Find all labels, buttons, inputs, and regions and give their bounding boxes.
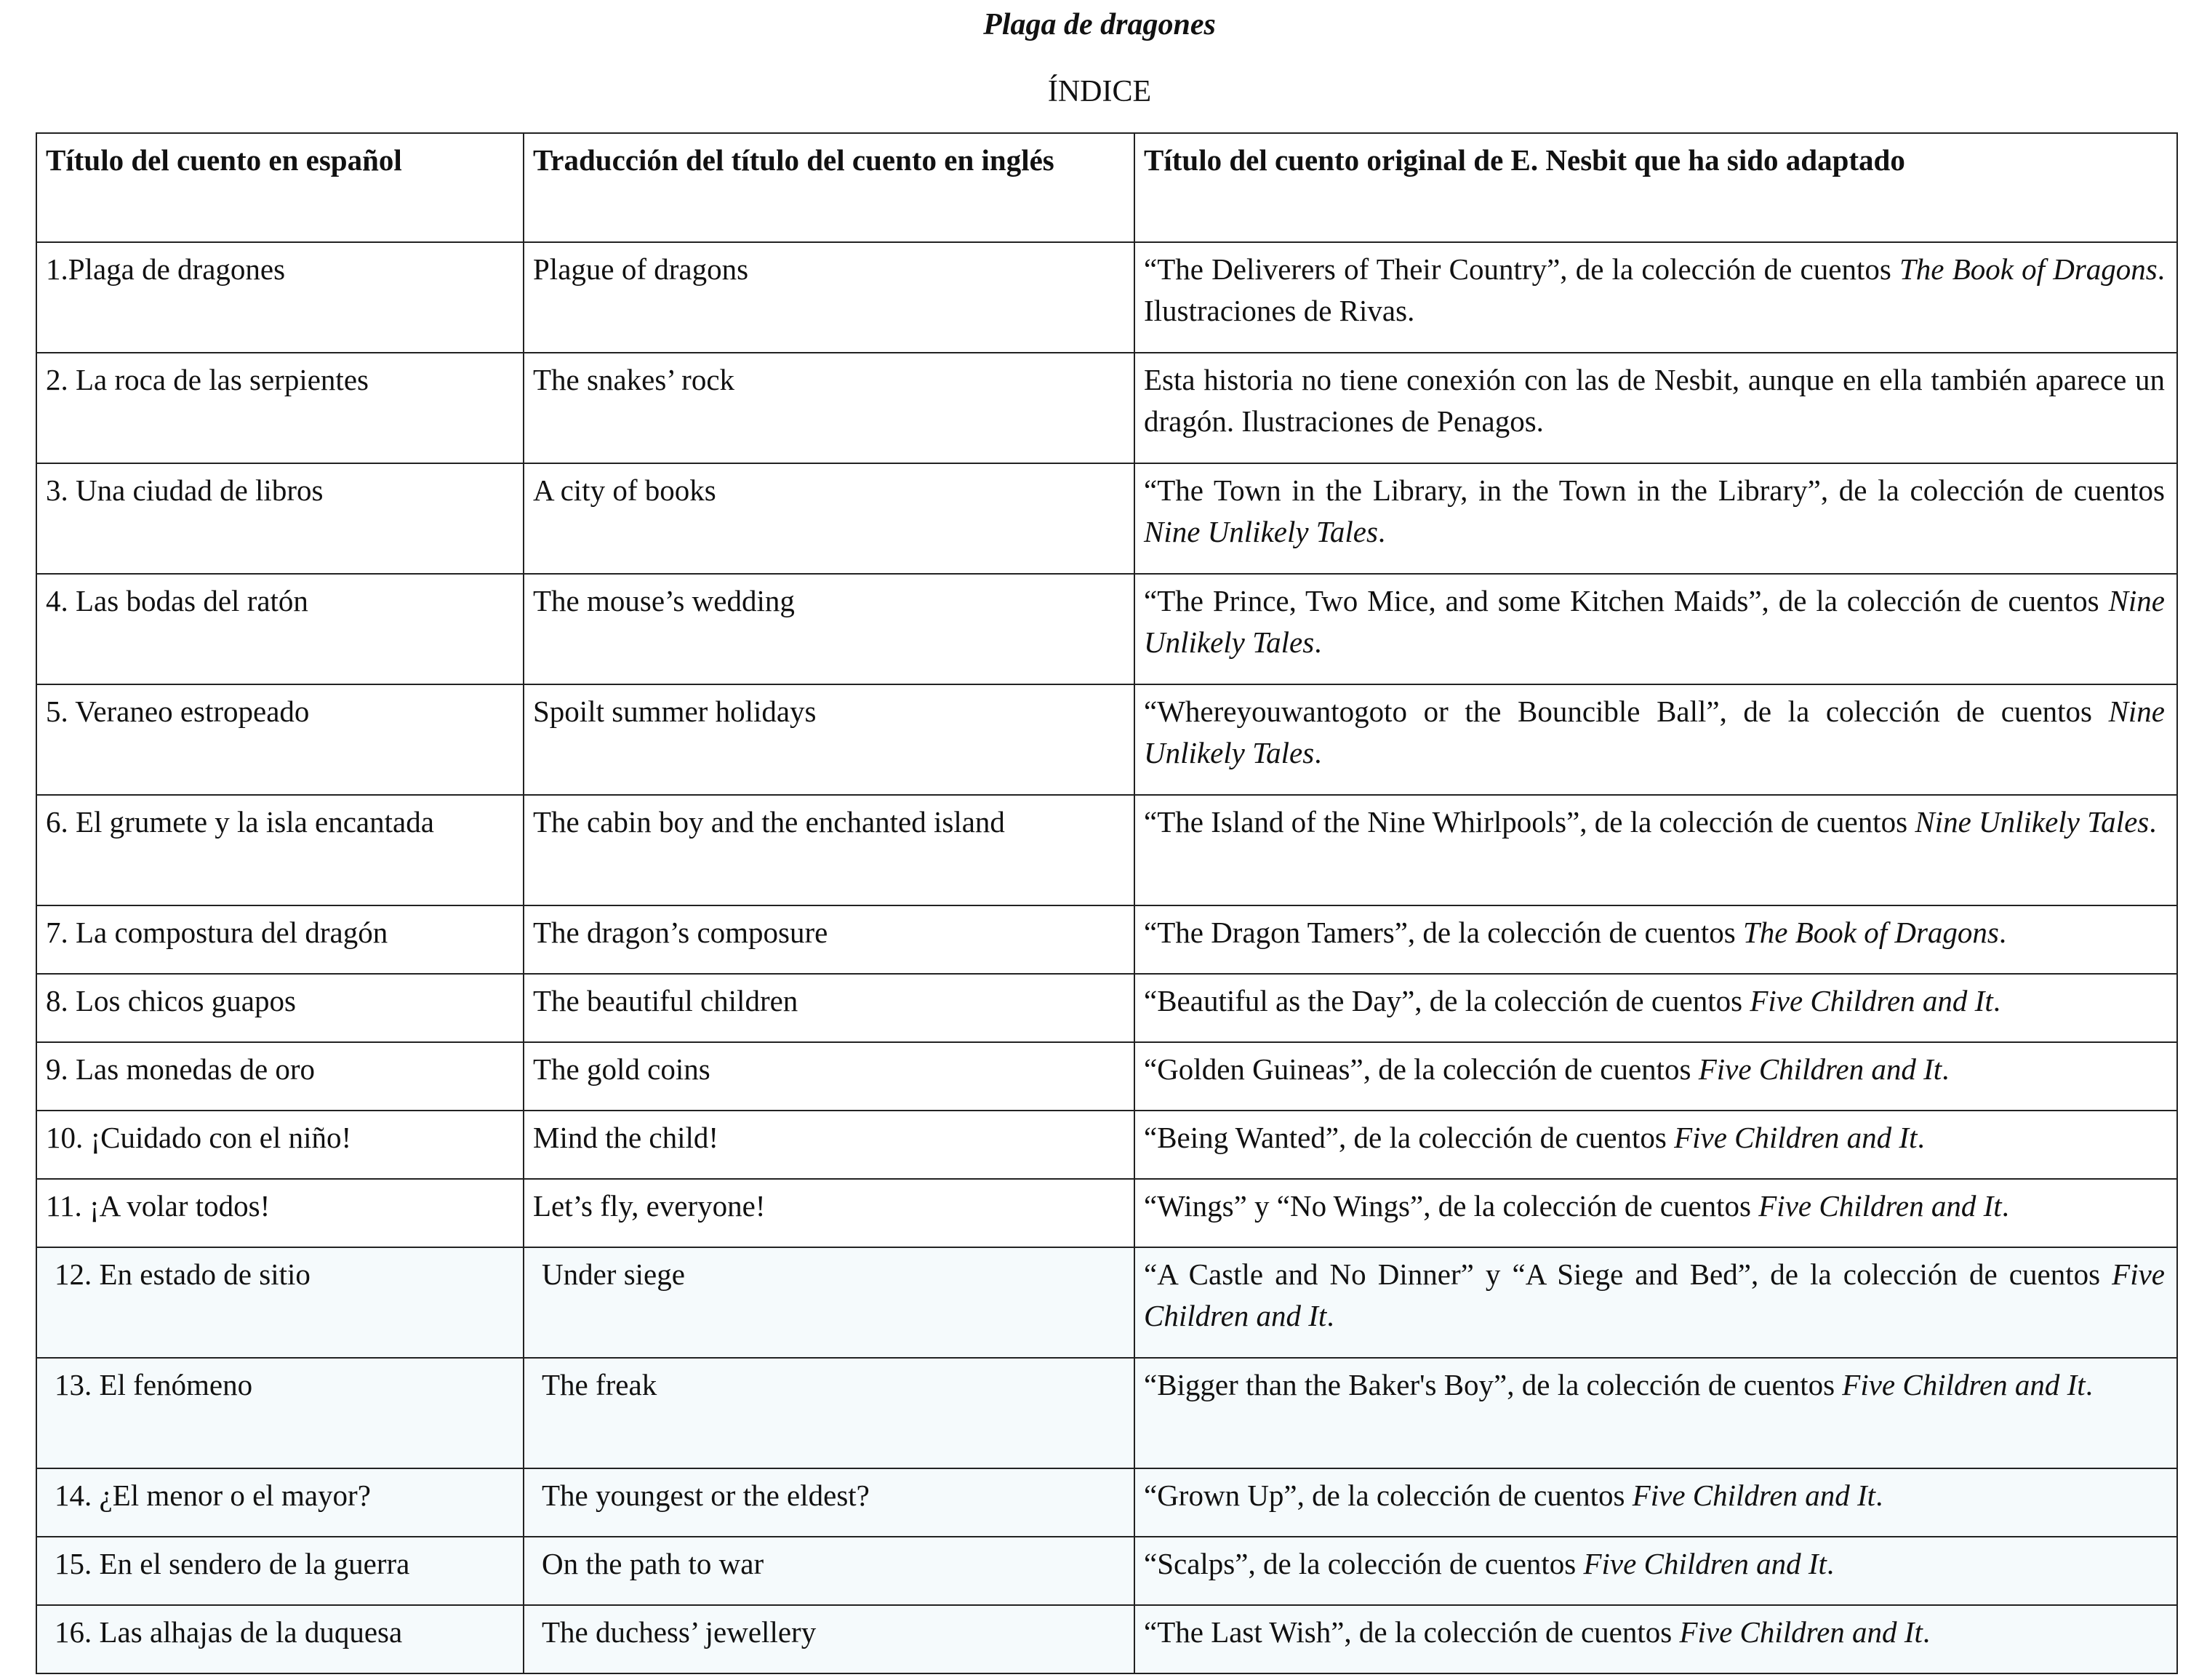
index-table <box>36 132 2178 1674</box>
original-title-cell <box>1134 1537 2177 1605</box>
english-title-cell: The beautiful children <box>524 974 1134 1042</box>
book-title: The Book of Dragons <box>1742 916 1999 949</box>
original-title-text: “The Dragon Tamers”, de la colección de cuentos <box>1144 916 1743 949</box>
spanish-title-cell: 6. El grumete y la isla encantada <box>36 795 524 905</box>
index-heading: ÍNDICE <box>1047 75 1152 108</box>
original-title-cell <box>1134 1247 2177 1358</box>
book-title: Five Children and It <box>1842 1368 2086 1401</box>
spanish-title-cell: 5. Veraneo estropeado <box>36 684 524 795</box>
original-title-suffix: . <box>2085 1368 2093 1401</box>
original-title-suffix: . <box>2001 1189 2009 1223</box>
original-title-suffix: . <box>1314 625 1322 659</box>
original-title-text: “The Town in the Library, in the Town in the Library”, de la colección de cuentos <box>1144 473 2165 507</box>
spanish-title-cell: 14. ¿El menor o el mayor? <box>36 1468 524 1537</box>
original-title-suffix: . <box>1377 515 1386 548</box>
table-row <box>36 974 2177 1042</box>
table-row <box>36 1179 2177 1247</box>
english-title-cell: The freak <box>524 1358 1134 1468</box>
book-title: Nine Unlikely Tales <box>1144 584 2165 659</box>
spanish-title-cell: 16. Las alhajas de la duquesa <box>36 1605 524 1673</box>
original-title-text: “Grown Up”, de la colección de cuentos <box>1144 1479 1633 1512</box>
spanish-title-cell: 2. La roca de las serpientes <box>36 353 524 463</box>
book-title: Five Children and It <box>1674 1121 1918 1154</box>
table-row <box>36 353 2177 463</box>
original-title-suffix: . <box>1314 736 1322 769</box>
table-row <box>36 463 2177 574</box>
original-title-suffix: . <box>1922 1615 1931 1649</box>
original-title-cell <box>1134 463 2177 574</box>
original-title-suffix: . <box>1326 1299 1334 1332</box>
table-row <box>36 795 2177 905</box>
header-original-title: Título del cuento original de E. Nesbit que ha sido adaptado <box>1134 133 2177 242</box>
book-title: Nine Unlikely Tales <box>1144 695 2165 769</box>
table-row <box>36 1605 2177 1673</box>
english-title-cell: The gold coins <box>524 1042 1134 1111</box>
original-title-cell <box>1134 1358 2177 1468</box>
book-title: Five Children and It <box>1679 1615 1923 1649</box>
original-title-cell <box>1134 905 2177 974</box>
book-title: Nine Unlikely Tales <box>1144 515 1378 548</box>
header-english-translation: Traducción del título del cuento en inglés <box>524 133 1134 242</box>
book-title: Five Children and It <box>1758 1189 2002 1223</box>
table-row <box>36 242 2177 353</box>
table-row <box>36 1247 2177 1358</box>
original-title-suffix: . Ilustraciones de Rivas. <box>1144 252 2165 327</box>
original-title-text: “The Prince, Two Mice, and some Kitchen Maids”, de la colección de cuentos <box>1144 584 2109 617</box>
original-title-cell <box>1134 684 2177 795</box>
table-row <box>36 1468 2177 1537</box>
spanish-title-cell: 4. Las bodas del ratón <box>36 574 524 684</box>
spanish-title-cell: 10. ¡Cuidado con el niño! <box>36 1111 524 1179</box>
english-title-cell: Spoilt summer holidays <box>524 684 1134 795</box>
spanish-title-cell: 8. Los chicos guapos <box>36 974 524 1042</box>
english-title-cell: The youngest or the eldest? <box>524 1468 1134 1537</box>
spanish-title-cell: 15. En el sendero de la guerra <box>36 1537 524 1605</box>
english-title-cell: Under siege <box>524 1247 1134 1358</box>
original-title-cell <box>1134 1042 2177 1111</box>
book-title: Five Children and It <box>1698 1052 1942 1086</box>
original-title-text: “The Island of the Nine Whirlpools”, de la colección de cuentos <box>1144 805 1915 839</box>
spanish-title-cell: 7. La compostura del dragón <box>36 905 524 974</box>
original-title-suffix: . <box>2149 805 2157 839</box>
table-row <box>36 1537 2177 1605</box>
table-row <box>36 1358 2177 1468</box>
english-title-cell: The mouse’s wedding <box>524 574 1134 684</box>
spanish-title-cell: 12. En estado de sitio <box>36 1247 524 1358</box>
table-row <box>36 684 2177 795</box>
english-title-cell: The dragon’s composure <box>524 905 1134 974</box>
original-title-text: “Golden Guineas”, de la colección de cuentos <box>1144 1052 1699 1086</box>
original-title-suffix: . <box>1917 1121 1925 1154</box>
spanish-title-cell: 11. ¡A volar todos! <box>36 1179 524 1247</box>
original-title-cell <box>1134 795 2177 905</box>
table-row <box>36 1042 2177 1111</box>
original-title-text: “Scalps”, de la colección de cuentos <box>1144 1547 1584 1580</box>
original-title-suffix: . <box>1998 916 2007 949</box>
table-row <box>36 905 2177 974</box>
english-title-cell: On the path to war <box>524 1537 1134 1605</box>
original-title-cell <box>1134 574 2177 684</box>
original-title-suffix: . <box>1992 984 2000 1017</box>
book-title: Nine Unlikely Tales <box>1915 805 2150 839</box>
english-title-cell: The snakes’ rock <box>524 353 1134 463</box>
original-title-suffix: . <box>1826 1547 1835 1580</box>
english-title-cell: Plague of dragons <box>524 242 1134 353</box>
original-title-text: Esta historia no tiene conexión con las de Nesbit, aunque en ella también aparece un dragón. Ilustraciones de Penagos. <box>1144 363 2165 438</box>
original-title-cell <box>1134 1111 2177 1179</box>
original-title-text: “Beautiful as the Day”, de la colección de cuentos <box>1144 984 1750 1017</box>
original-title-suffix: . <box>1942 1052 1950 1086</box>
spanish-title-cell: 1.Plaga de dragones <box>36 242 524 353</box>
original-title-cell <box>1134 1468 2177 1537</box>
header-spanish-title: Título del cuento en español <box>36 133 524 242</box>
spanish-title-cell: 9. Las monedas de oro <box>36 1042 524 1111</box>
table-header-row <box>36 133 2177 242</box>
original-title-suffix: . <box>1875 1479 1883 1512</box>
table-row <box>36 574 2177 684</box>
english-title-cell: Let’s fly, everyone! <box>524 1179 1134 1247</box>
original-title-text: “The Deliverers of Their Country”, de la colección de cuentos <box>1144 252 1899 286</box>
book-title: Five Children and It <box>1632 1479 1876 1512</box>
table-row <box>36 1111 2177 1179</box>
original-title-cell <box>1134 242 2177 353</box>
spanish-title-cell: 13. El fenómeno <box>36 1358 524 1468</box>
original-title-cell <box>1134 1605 2177 1673</box>
original-title-text: “A Castle and No Dinner” y “A Siege and Bed”, de la colección de cuentos <box>1144 1257 2112 1291</box>
english-title-cell: The duchess’ jewellery <box>524 1605 1134 1673</box>
book-title: Five Children and It <box>1750 984 1993 1017</box>
book-title: Five Children and It <box>1583 1547 1827 1580</box>
original-title-text: “Bigger than the Baker's Boy”, de la colección de cuentos <box>1144 1368 1843 1401</box>
original-title-cell <box>1134 1179 2177 1247</box>
spanish-title-cell: 3. Una ciudad de libros <box>36 463 524 574</box>
english-title-cell: Mind the child! <box>524 1111 1134 1179</box>
english-title-cell: A city of books <box>524 463 1134 574</box>
original-title-cell <box>1134 353 2177 463</box>
book-title: Five Children and It <box>1144 1257 2165 1332</box>
document-title: Plaga de dragones <box>983 8 1216 41</box>
original-title-text: “Wings” y “No Wings”, de la colección de cuentos <box>1144 1189 1759 1223</box>
original-title-cell <box>1134 974 2177 1042</box>
book-title: The Book of Dragons <box>1899 252 2158 286</box>
english-title-cell: The cabin boy and the enchanted island <box>524 795 1134 905</box>
original-title-text: “Being Wanted”, de la colección de cuentos <box>1144 1121 1675 1154</box>
original-title-text: “The Last Wish”, de la colección de cuentos <box>1144 1615 1680 1649</box>
original-title-text: “Whereyouwantogoto or the Bouncible Ball”, de la colección de cuentos <box>1144 695 2109 728</box>
